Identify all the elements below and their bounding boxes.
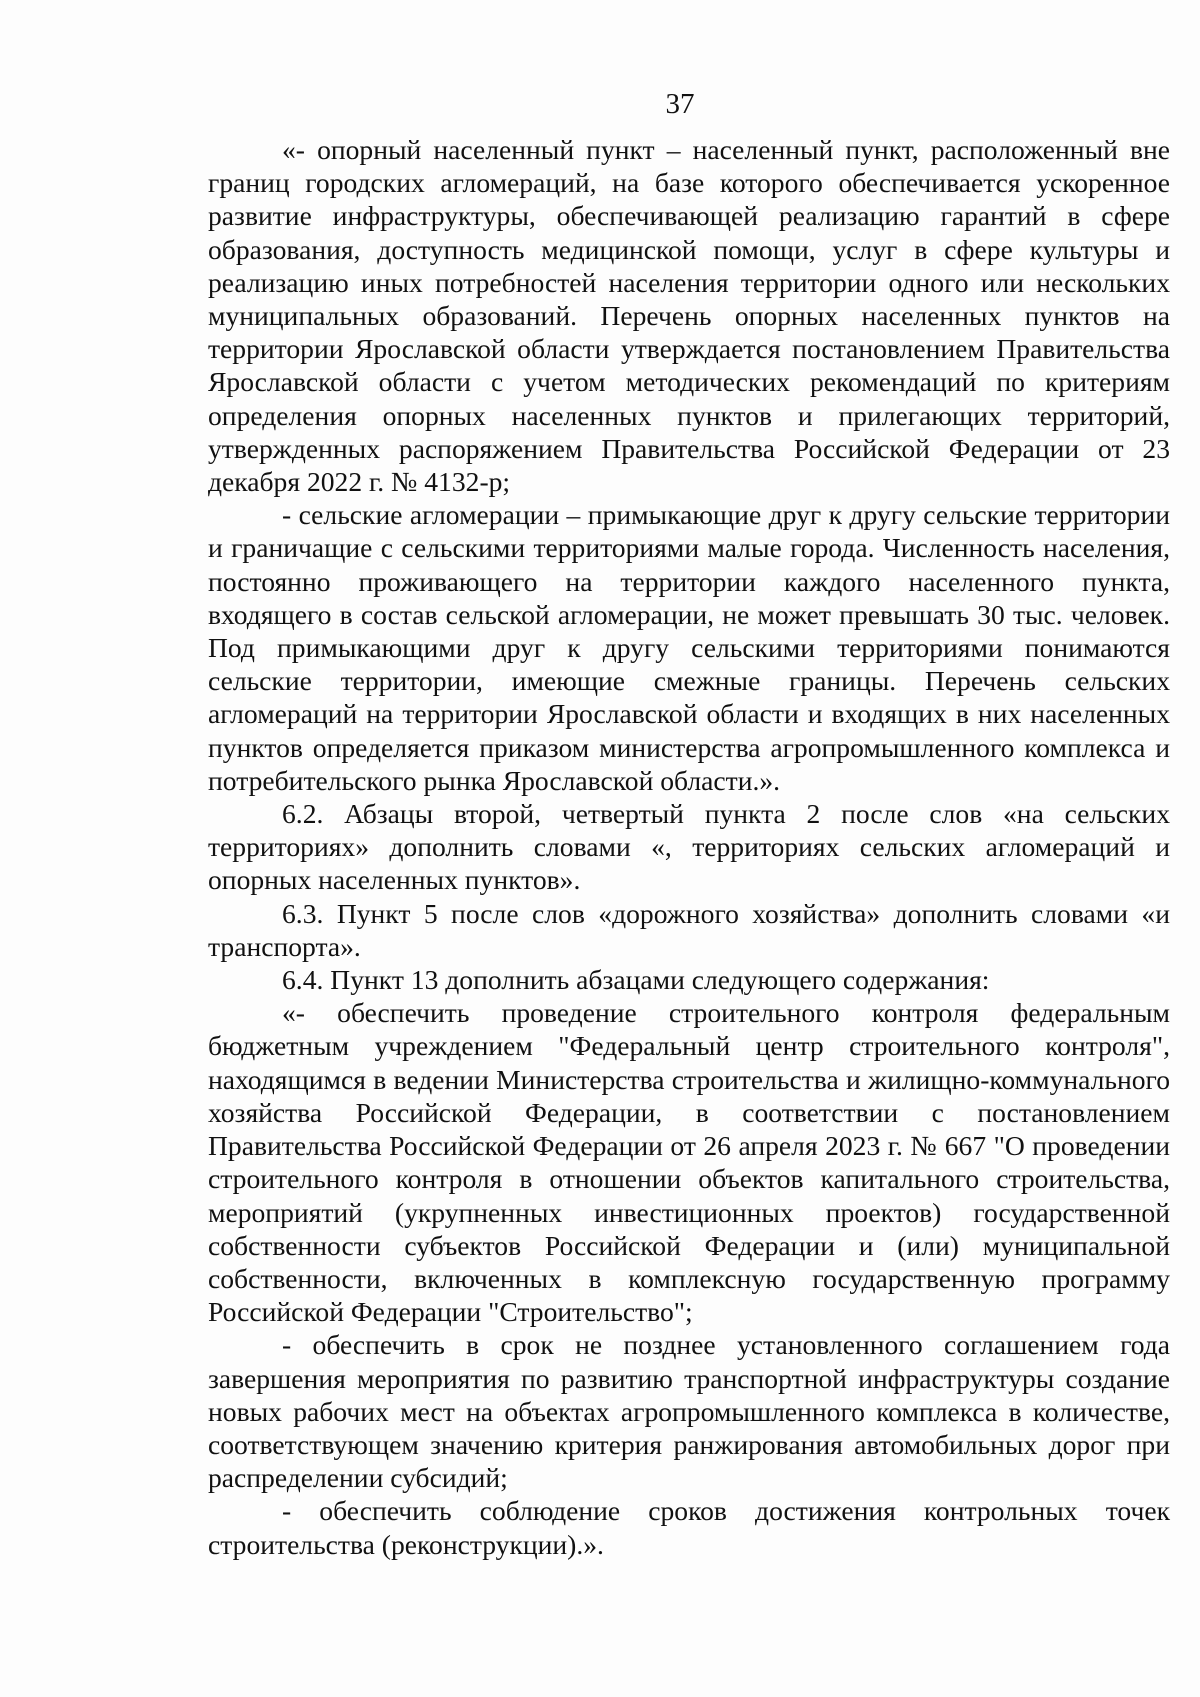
paragraph-construction-deadlines: - обеспечить соблюдение сроков достижения контрольных точек строительства (реконструкции).». [208, 1495, 1170, 1560]
page-number: 37 [665, 88, 695, 120]
paragraph-reference-settlement-definition: «- опорный населенный пункт – населенный пункт, расположенный вне границ городских агломераций, на базе которого обеспечивается ускоренное развитие инфраструктуры, обеспечивающей реализацию гарантий в сфере образования, доступность медицинской помощи, услуг в сфере культуры и реализацию иных потребностей населения территории одного или нескольких муниципальных образований. Перечень опорных населенных пунктов на территории Ярославской области утверждается постановлением Правительства Ярославской области с учетом методических рекомендаций по критериям определения опорных населенных пунктов и прилегающих территорий, утвержденных распоряжением Правительства Российской Федерации от 23 декабря 2022 г. № 4132-р; [208, 134, 1170, 498]
paragraph-new-jobs: - обеспечить в срок не позднее установленного соглашением года завершения мероприятия по развитию транспортной инфраструктуры создание новых рабочих мест на объектах агропромышленного комплекса в количестве, соответствующем значению критерия ранжирования автомобильных дорог при распределении субсидий; [208, 1329, 1170, 1494]
paragraph-amendment-6-4: 6.4. Пункт 13 дополнить абзацами следующего содержания: [282, 964, 990, 996]
paragraph-construction-control: «- обеспечить проведение строительного контроля федеральным бюджетным учреждением "Федеральный центр строительного контроля", находящимся в ведении Министерства строительства и жилищно-коммунального хозяйства Российской Федерации, в соответствии с постановлением Правительства Российской Федерации от 26 апреля 2023 г. № 667 "О проведении строительного контроля в отношении объектов капитального строительства, мероприятий (укрупненных инвестиционных проектов) государственной собственности субъектов Российской Федерации и (или) муниципальной собственности, включенных в комплексную государственную программу Российской Федерации "Строительство"; [208, 997, 1170, 1328]
document-body [208, 133, 1170, 1561]
paragraph-amendment-6-3: 6.3. Пункт 5 после слов «дорожного хозяйства» дополнить словами «и транспорта». [208, 897, 1170, 962]
paragraph-amendment-6-2: 6.2. Абзацы второй, четвертый пункта 2 после слов «на сельских территориях» дополнить словами «, территориях сельских агломераций и опорных населенных пунктов». [208, 798, 1170, 896]
paragraph-rural-agglomerations-definition: - сельские агломерации – примыкающие друг к другу сельские территории и граничащие с сельскими территориями малые города. Численность населения, постоянно проживающего на территории каждого населенного пункта, входящего в состав сельской агломерации, не может превышать 30 тыс. человек. Под примыкающими друг к другу сельскими территориями понимаются сельские территории, имеющие смежные границы. Перечень сельских агломераций на территории Ярославской области и входящих в них населенных пунктов определяется приказом министерства агропромышленного комплекса и потребительского рынка Ярославской области.». [208, 499, 1170, 796]
